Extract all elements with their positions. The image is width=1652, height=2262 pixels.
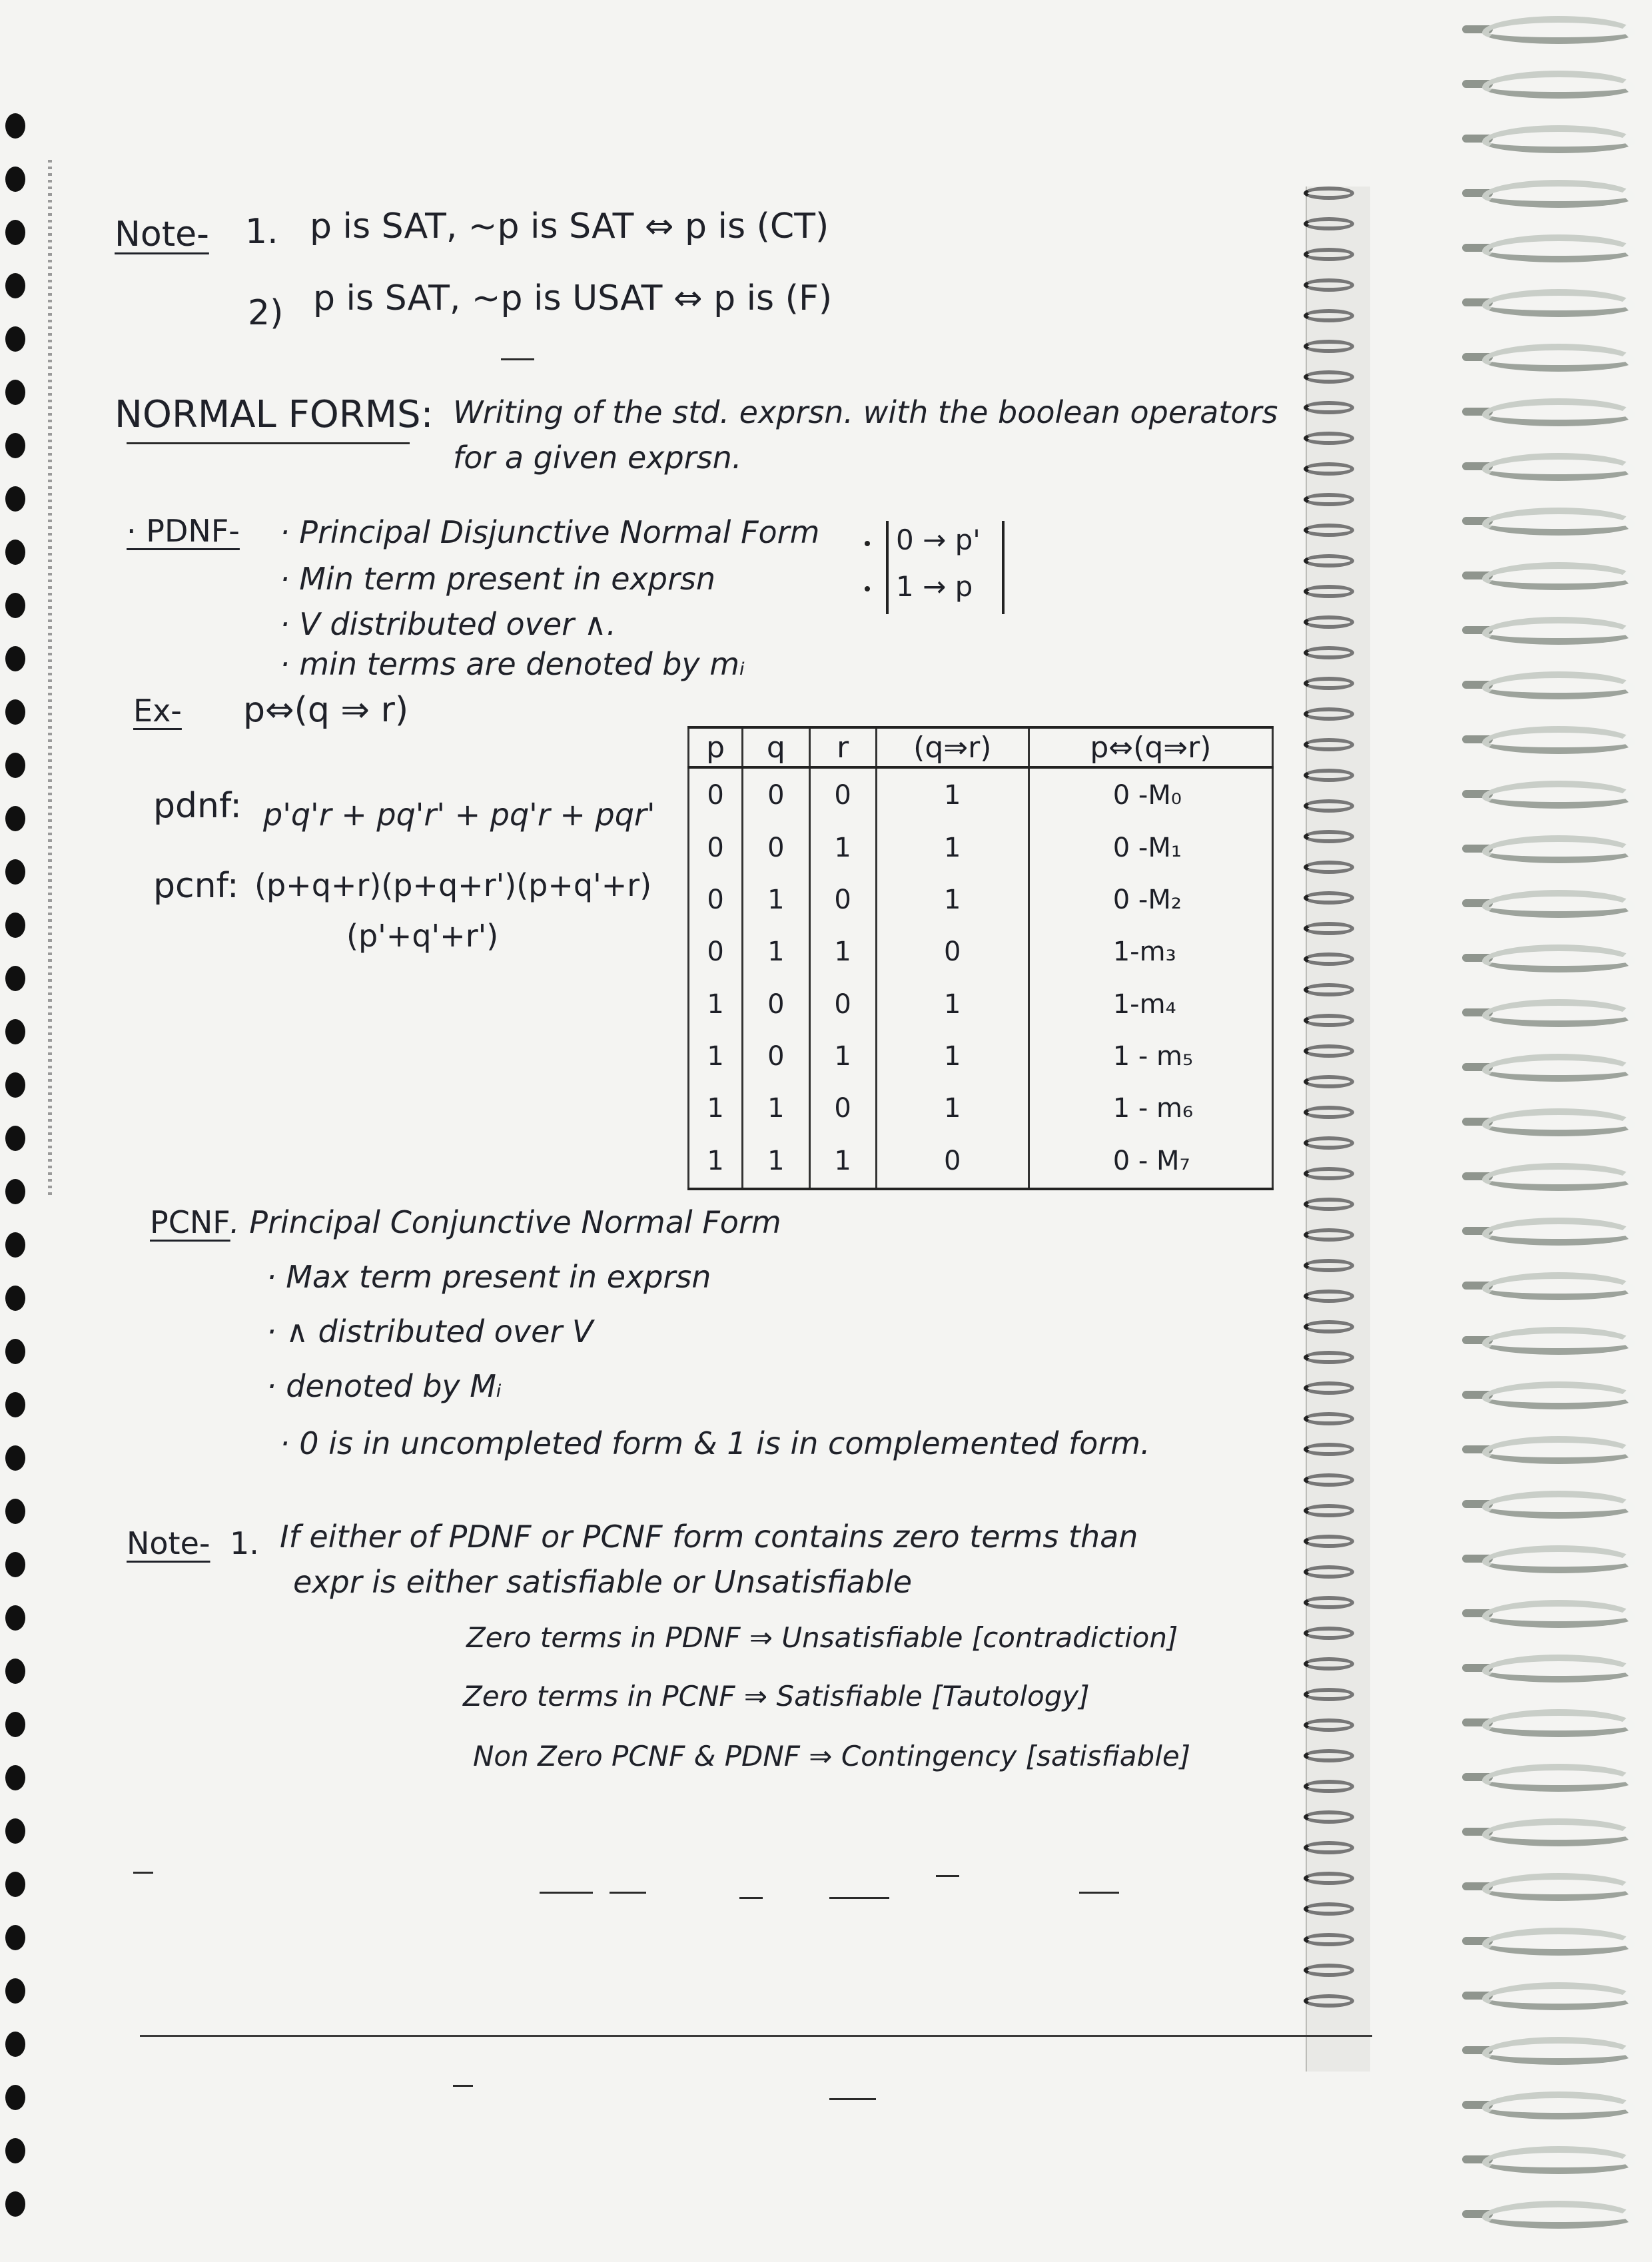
spiral-coil (1462, 123, 1642, 159)
inner-spiral-ring (1304, 432, 1357, 446)
inner-spiral-ring (1304, 1044, 1357, 1059)
note-2-line-3: Zero terms in PDNF ⇒ Unsatisfiable [contradiction] (466, 1621, 1178, 1654)
binder-hole (5, 220, 25, 245)
spiral-coil (1462, 1870, 1642, 1906)
binder-hole (5, 699, 25, 725)
spiral-coil (1462, 833, 1642, 869)
binder-hole (5, 540, 25, 565)
truth-table-cell: 1 (876, 767, 1029, 822)
binder-hole (5, 593, 25, 618)
inner-spiral-ring (1304, 1872, 1357, 1886)
binder-hole (5, 1126, 25, 1151)
inner-spiral-ring (1304, 1810, 1357, 1825)
truth-table-cell: 1 (689, 1030, 743, 1082)
binder-hole (5, 113, 25, 139)
truth-table-row (689, 978, 1273, 1030)
pcnf-label: PCNF (150, 1204, 230, 1240)
inner-spiral-ring (1304, 1290, 1357, 1304)
spiral-coil (1462, 887, 1642, 923)
binder-hole (5, 326, 25, 352)
inner-spiral-ring (1304, 769, 1357, 783)
binder-hole (5, 1445, 25, 1471)
note-item-2-text: p is SAT, ~p is USAT ⇔ p is (F) (313, 278, 833, 318)
inner-spiral-ring (1304, 891, 1357, 906)
inner-spiral-ring (1304, 217, 1357, 232)
spiral-coil (1462, 13, 1642, 49)
spiral-coil (1462, 669, 1642, 705)
inner-spiral-ring (1304, 615, 1357, 630)
pen-dash (829, 2098, 876, 2100)
truth-table-cell: 1 (876, 978, 1029, 1030)
spiral-coil (1462, 1543, 1642, 1579)
truth-table-cell: 0 -M₀ (1029, 767, 1272, 822)
pdnf-bullet-3: · V distributed over ∧. (280, 606, 617, 642)
binder-hole (5, 2085, 25, 2110)
inner-spiral-ring (1304, 983, 1357, 998)
binder-hole (5, 1872, 25, 1897)
inner-spiral-ring (1304, 707, 1357, 722)
pcnf-result-value-line-1: (p+q+r)(p+q+r')(p+q'+r) (254, 867, 652, 903)
binder-hole (5, 1552, 25, 1577)
note-2-number: 1. (230, 1525, 259, 1561)
truth-table-cell: 1 (809, 1030, 876, 1082)
truth-table-cell: 1 (689, 978, 743, 1030)
spiral-coil (1462, 341, 1642, 377)
inner-spiral-ring (1304, 799, 1357, 814)
inner-spiral-ring (1304, 738, 1357, 753)
note-item-1-text: p is SAT, ~p is SAT ⇔ p is (CT) (310, 206, 829, 246)
pcnf-bullet-4: · denoted by Mᵢ (266, 1368, 502, 1404)
inner-spiral-ring (1304, 830, 1357, 845)
truth-table-cell: 1 (743, 874, 809, 926)
binder-hole (5, 1232, 25, 1258)
spiral-coil (1462, 1980, 1642, 2016)
pcnf-result-value-line-2: (p'+q'+r') (346, 918, 499, 954)
spiral-coil (1462, 1160, 1642, 1196)
pen-dash (936, 1875, 959, 1877)
truth-table-row (689, 822, 1273, 874)
spiral-coil (1462, 177, 1642, 213)
note-2-line-2: expr is either satisfiable or Unsatisfiable (293, 1564, 913, 1600)
truth-table-cell: 1 - m₅ (1029, 1030, 1272, 1082)
inner-spiral-ring (1304, 1964, 1357, 1978)
pcnf-bullet-2: · Max term present in exprsn (266, 1259, 711, 1295)
inner-spiral-ring (1304, 1259, 1357, 1274)
bullet-dot (865, 586, 870, 591)
divider-dash (501, 358, 534, 360)
truth-table-cell: 1-m₄ (1029, 978, 1272, 1030)
inner-spiral-ring (1304, 1749, 1357, 1764)
binder-hole (5, 2191, 25, 2217)
header-p: p (689, 727, 743, 767)
inner-spiral-ring (1304, 309, 1357, 324)
note-label: Note- (115, 214, 209, 254)
truth-table-cell: 1 (809, 926, 876, 978)
binder-hole (5, 1072, 25, 1098)
binder-hole (5, 1765, 25, 1790)
inner-page-edge (1306, 187, 1370, 2072)
binder-holes (5, 113, 32, 2231)
page-bottom-line (140, 2035, 1372, 2037)
spiral-coil (1462, 2143, 1642, 2179)
inner-spiral-ring (1304, 1228, 1357, 1243)
binder-hole (5, 1392, 25, 1417)
inner-spiral-ring (1304, 248, 1357, 262)
pdnf-bullet-2: · Min term present in exprsn (280, 561, 715, 597)
inner-spiral-ring (1304, 585, 1357, 599)
truth-table-cell: 0 (689, 767, 743, 822)
truth-table-cell: 0 (809, 767, 876, 822)
spiral-coil (1462, 1106, 1642, 1142)
inner-spiral-ring (1304, 1320, 1357, 1335)
inner-spiral-ring (1304, 1627, 1357, 1641)
spiral-coil (1462, 1925, 1642, 1961)
truth-table-cell: 0 -M₂ (1029, 874, 1272, 926)
truth-table-cell: 1 - m₆ (1029, 1082, 1272, 1134)
binder-hole (5, 966, 25, 991)
truth-table-cell: 1 (689, 1082, 743, 1134)
truth-table-cell: 0 (689, 926, 743, 978)
pen-dash (829, 1897, 889, 1899)
inner-spiral-ring (1304, 401, 1357, 416)
truth-table-cell: 1 (876, 1082, 1029, 1134)
note-item-1-number: 1. (245, 212, 278, 252)
binder-hole (5, 486, 25, 512)
binder-hole (5, 380, 25, 405)
inner-spiral-ring (1304, 1933, 1357, 1948)
spiral-coil (1462, 1215, 1642, 1251)
inner-spiral-ring (1304, 1167, 1357, 1182)
inner-spiral-ring (1304, 1657, 1357, 1672)
mapping-line-1: 0 → p' (896, 524, 981, 556)
spiral-coil (1462, 1706, 1642, 1742)
inner-spiral-ring (1304, 1994, 1357, 2009)
inner-spiral-ring (1304, 1780, 1357, 1794)
inner-spiral-ring (1304, 462, 1357, 477)
binder-hole (5, 1978, 25, 2004)
pcnf-result-label: pcnf: (153, 866, 239, 906)
inner-spiral-ring (1304, 554, 1357, 569)
binder-hole (5, 433, 25, 458)
truth-table-cell: 0 (743, 1030, 809, 1082)
inner-spiral-ring (1304, 1688, 1357, 1702)
truth-table-cell: 0 (689, 822, 743, 874)
spiral-coil (1462, 778, 1642, 814)
inner-spiral-ring (1304, 1136, 1357, 1151)
inner-spiral-ring (1304, 493, 1357, 508)
inner-spiral-ring (1304, 1412, 1357, 1427)
inner-spiral-ring (1304, 1351, 1357, 1365)
pen-dash (540, 1892, 593, 1894)
truth-table-cell: 0 (876, 1134, 1029, 1189)
binder-hole (5, 2032, 25, 2057)
truth-table-cell: 0 (809, 1082, 876, 1134)
inner-spiral-ring (1304, 524, 1357, 538)
torn-margin-edge (48, 160, 52, 1199)
spiral-coil (1462, 723, 1642, 759)
pen-dash (1079, 1892, 1119, 1894)
pen-dash (133, 1872, 153, 1874)
binder-hole (5, 1818, 25, 1844)
truth-table-cell: 0 (743, 822, 809, 874)
truth-table-cell: 1 (809, 1134, 876, 1189)
pen-dash (453, 2085, 473, 2087)
inner-spiral-ring (1304, 187, 1357, 201)
inner-spiral-ring (1304, 370, 1357, 385)
truth-table-cell: 0 (743, 767, 809, 822)
spiral-coil (1462, 1597, 1642, 1633)
inner-spiral-ring (1304, 1381, 1357, 1396)
spiral-coil (1462, 450, 1642, 486)
binder-hole (5, 167, 25, 192)
spiral-coil (1462, 1488, 1642, 1524)
truth-table-row (689, 767, 1273, 822)
truth-table-cell: 1 (876, 874, 1029, 926)
spiral-coil (1462, 560, 1642, 595)
note-2-line-4: Zero terms in PCNF ⇒ Satisfiable [Tautology] (463, 1680, 1090, 1712)
spiral-coil (1462, 1816, 1642, 1852)
spiral-coil (1462, 1761, 1642, 1797)
normal-forms-heading: NORMAL FORMS: (115, 393, 434, 436)
spiral-binding (1462, 13, 1652, 2262)
inner-spiral-ring (1304, 1075, 1357, 1090)
inner-spiral-ring (1304, 1473, 1357, 1488)
binder-hole (5, 1179, 25, 1204)
header-q-implies-r: (q⇒r) (876, 727, 1029, 767)
inner-spiral-ring (1304, 952, 1357, 967)
pdnf-result-value: p'q'r + pq'r' + pq'r + pqr' (263, 797, 655, 833)
spiral-coil (1462, 1433, 1642, 1469)
truth-table-cell: 1 (876, 822, 1029, 874)
truth-table-row (689, 874, 1273, 926)
truth-table-row (689, 1134, 1273, 1189)
binder-hole (5, 273, 25, 298)
example-expression: p⇔(q ⇒ r) (243, 690, 409, 730)
pdnf-label: · PDNF- (127, 513, 240, 549)
binder-hole (5, 1286, 25, 1311)
pcnf-bullet-5: · 0 is in uncompleted form & 1 is in complemented form. (280, 1425, 1150, 1461)
truth-table-cell: 1 (689, 1134, 743, 1189)
inner-spiral-ring (1304, 1718, 1357, 1733)
binder-hole (5, 753, 25, 778)
pdnf-bullet-1: · Principal Disjunctive Normal Form (280, 514, 820, 550)
note-2-label: Note- (127, 1525, 210, 1561)
heading-underline (127, 442, 410, 444)
truth-table-cell: 0 (876, 926, 1029, 978)
binder-hole (5, 2138, 25, 2163)
binder-hole (5, 1659, 25, 1684)
inner-spiral-ring (1304, 340, 1357, 354)
spiral-coil (1462, 2034, 1642, 2070)
normal-forms-description-line-1: Writing of the std. exprsn. with the boolean operators (453, 394, 1278, 430)
inner-spiral-ring (1304, 1106, 1357, 1120)
note-2-line-5: Non Zero PCNF & PDNF ⇒ Contingency [satisfiable] (473, 1740, 1191, 1772)
inner-spiral-ring (1304, 1841, 1357, 1856)
truth-table-cell: 0 (809, 874, 876, 926)
truth-table-cell: 0 -M₁ (1029, 822, 1272, 874)
binder-hole (5, 806, 25, 831)
inner-spiral-ring (1304, 1504, 1357, 1519)
binder-hole (5, 859, 25, 885)
header-p-iff-q-implies-r: p⇔(q⇒r) (1029, 727, 1272, 767)
spiral-coil (1462, 68, 1642, 104)
pen-dash (610, 1892, 646, 1894)
note-item-2-number: 2) (248, 293, 284, 333)
pdnf-result-label: pdnf: (153, 786, 242, 826)
mapping-line-2: 1 → p (896, 570, 973, 603)
truth-table-cell: 1 (743, 1134, 809, 1189)
pcnf-bullet-1: . Principal Conjunctive Normal Form (230, 1204, 781, 1240)
truth-table-row (689, 1082, 1273, 1134)
binder-hole (5, 1605, 25, 1631)
bullet-dot (865, 541, 870, 546)
inner-spiral-ring (1304, 1596, 1357, 1611)
spiral-coil (1462, 1652, 1642, 1688)
truth-table-cell: 1 (876, 1030, 1029, 1082)
inner-spiral-ring (1304, 1902, 1357, 1917)
spiral-coil (1462, 1051, 1642, 1087)
spiral-coil (1462, 1270, 1642, 1306)
truth-table-cell: 0 (743, 978, 809, 1030)
truth-table (687, 726, 1274, 1190)
spiral-coil (1462, 2198, 1642, 2234)
truth-table-row (689, 926, 1273, 978)
inner-spiral-ring (1304, 1565, 1357, 1580)
note-2-line-1: If either of PDNF or PCNF form contains zero terms than (280, 1519, 1138, 1555)
spiral-coil (1462, 396, 1642, 432)
spiral-coil (1462, 232, 1642, 268)
inner-spiral-ring (1304, 1535, 1357, 1549)
spiral-coil (1462, 942, 1642, 978)
pen-dash (739, 1897, 763, 1899)
truth-table-cell: 1 (743, 1082, 809, 1134)
truth-table-cell: 1-m₃ (1029, 926, 1272, 978)
pcnf-bullet-3: · ∧ distributed over V (266, 1314, 594, 1349)
normal-forms-description-line-2: for a given exprsn. (453, 440, 742, 476)
example-label: Ex- (133, 693, 182, 729)
spiral-coil (1462, 2089, 1642, 2125)
inner-spiral-ring (1304, 1014, 1357, 1028)
inner-spiral-ring (1304, 861, 1357, 875)
binder-hole (5, 1712, 25, 1737)
binder-hole (5, 913, 25, 938)
spiral-coil (1462, 505, 1642, 541)
binder-hole (5, 1925, 25, 1950)
truth-table-cell: 0 (809, 978, 876, 1030)
spiral-coil (1462, 614, 1642, 650)
inner-spiral-ring (1304, 677, 1357, 691)
inner-spiral-ring (1304, 922, 1357, 937)
truth-table-header-row (689, 727, 1273, 767)
header-r: r (809, 727, 876, 767)
binder-hole (5, 1339, 25, 1364)
spiral-coil (1462, 996, 1642, 1032)
inner-spiral-ring (1304, 278, 1357, 293)
spiral-coil (1462, 286, 1642, 322)
inner-spiral-ring (1304, 646, 1357, 661)
spiral-coil (1462, 1379, 1642, 1415)
truth-table-cell: 0 - M₇ (1029, 1134, 1272, 1189)
truth-table-cell: 0 (689, 874, 743, 926)
binder-hole (5, 1499, 25, 1524)
spiral-coil (1462, 1324, 1642, 1360)
inner-spiral-ring (1304, 1443, 1357, 1457)
binder-hole (5, 646, 25, 671)
header-q: q (743, 727, 809, 767)
truth-table-cell: 1 (743, 926, 809, 978)
inner-spiral-ring (1304, 1198, 1357, 1212)
pdnf-bullet-4: · min terms are denoted by mᵢ (280, 646, 745, 682)
truth-table-cell: 1 (809, 822, 876, 874)
binder-hole (5, 1019, 25, 1044)
truth-table-row (689, 1030, 1273, 1082)
